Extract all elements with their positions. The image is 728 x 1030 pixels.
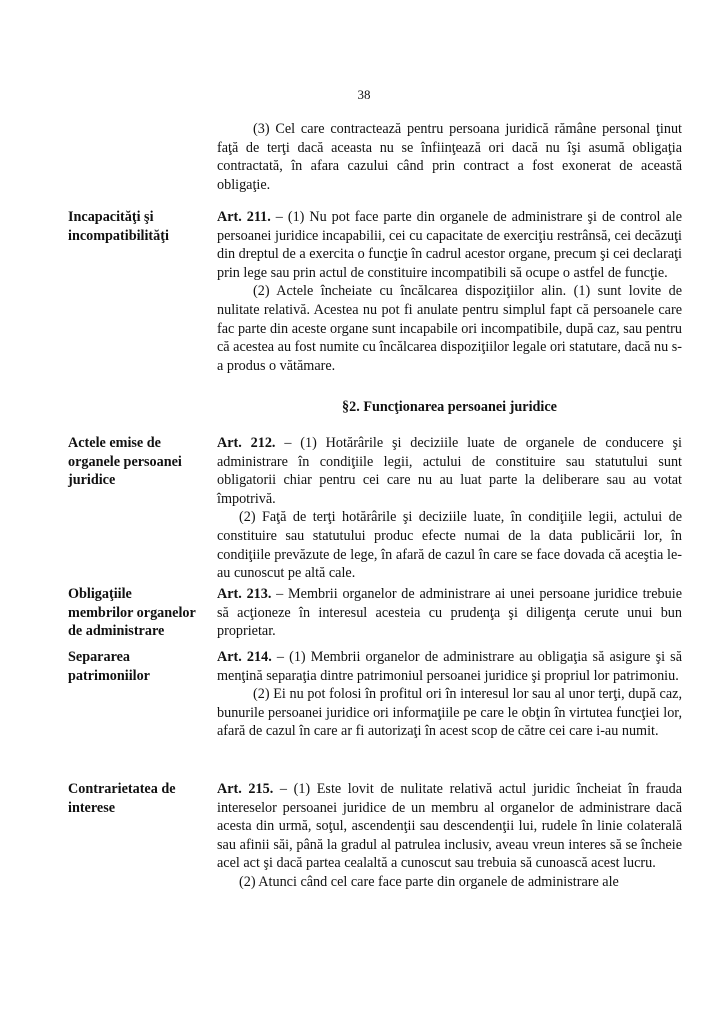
article-215-text-1: – (1) Este lovit de nulitate relativă actul juridic încheiat în frauda intereselor persoanei juridice de un membru al organelor de administrare dacă acesta din urmă, soţul, ascendenţii sau descendenţii lui, rudele în linie colaterală sau afinii săi, până la gradul al patrulea inclusiv, aveau vreun interes să se încheie acel act şi dacă partea cealaltă a cunoscut sau trebuia să cunoască acest lucru. [217, 781, 682, 872]
page-number: 38 [357, 87, 371, 102]
article-213 [217, 585, 682, 641]
section-heading: §2. Funcţionarea persoanei juridice [342, 399, 557, 415]
sidenote-separarea: Separarea patrimoniilor [68, 649, 150, 684]
article-215-number: Art. 215. [217, 781, 274, 797]
article-214 [217, 648, 682, 741]
article-212-paragraph-2: (2) Faţă de terţi hotărârile şi deciziile luate, în condiţiile legii, actului de constituire sau statutului produc efecte numai de la data publicării lor, în condiţiile prevăzute de lege, în afară de cazul în care se face dovada că aceştia le-au cunoscut pe altă cale. [217, 509, 682, 582]
continuation-paragraph [217, 120, 682, 194]
sidenote-actele-emise: Actele emise de organele persoanei juridice [68, 435, 182, 489]
article-214-text-1: – (1) Membrii organelor de administrare au obligaţia să asigure şi să menţină separaţia dintre patrimoniul persoanei juridice şi propriul lor patrimoniu. [217, 649, 682, 684]
sidenote-contrarietatea: Contrarietatea de interese [68, 781, 176, 816]
article-212 [217, 434, 682, 583]
article-215-paragraph-1 [217, 780, 682, 873]
article-212-number: Art. 212. [217, 435, 276, 451]
article-214-paragraph-2: (2) Ei nu pot folosi în profitul ori în interesul lor sau al unor terţi, după caz, bunurile persoanei juridice ori informaţiile pe care le obţin în virtutea funcţiei lor, afară de cazul în care ar fi autorizaţi în acest scop de către cei care i-au numit. [217, 686, 682, 740]
article-214-paragraph-1 [217, 648, 682, 685]
sidenote-obligatiile: Obligaţiile membrilor organelor de administrare [68, 586, 196, 640]
article-212-text-1: – (1) Hotărârile şi deciziile luate de organele de conducere şi administrare în condiţiile legii, actului de constituire sau statutului sunt obligatorii chiar pentru cei care nu au luat parte la deliberare sau au votat împotrivă. [217, 435, 682, 507]
article-213-text-1: – Membrii organelor de administrare ai unei persoane juridice trebuie să acţioneze în interesul acesteia cu prudenţa şi diligenţa cerute unui bun proprietar. [217, 586, 682, 640]
article-213-paragraph-1 [217, 585, 682, 641]
article-211-text-1: – (1) Nu pot face parte din organele de administrare şi de control ale persoanei juridice incapabilii, cei cu capacitate de exerciţiu restrânsă, cei decăzuţi din dreptul de a exercita o funcţie în cadrul acestor organe, precum şi cei declaraţi prin lege sau prin actul de constituire incompatibili să ocupe o astfel de funcţie. [217, 209, 682, 281]
article-214-number: Art. 214. [217, 649, 272, 665]
article-215 [217, 780, 682, 892]
article-211-paragraph-2: (2) Actele încheiate cu încălcarea dispoziţiilor alin. (1) sunt lovite de nulitate relativă. Acestea nu pot fi anulate pentru simplul fapt că persoanele care fac parte din aceste organe sunt incapabile ori incompatibile, după caz, sau pentru că acestea au fost numite cu încălcarea dispoziţiilor legale ori statutare, dacă nu s-a produs o vătămare. [217, 283, 682, 374]
sidenote-incapacitati: Incapacităţi şi incompatibilităţi [68, 209, 169, 244]
article-211-paragraph-1 [217, 208, 682, 282]
paragraph-3: (3) Cel care contractează pentru persoana juridică rămâne personal ţinut faţă de terţi dacă aceasta nu se înfiinţează ori dacă nu îşi asumă obligaţia contractată, în afara cazului când prin contract a fost exonerat de această obligaţie. [217, 121, 682, 193]
article-211-number: Art. 211. [217, 209, 271, 225]
article-215-paragraph-2: (2) Atunci când cel care face parte din organele de administrare ale [239, 873, 619, 890]
article-213-number: Art. 213. [217, 586, 272, 602]
article-211 [217, 208, 682, 375]
article-212-paragraph-1 [217, 434, 682, 508]
